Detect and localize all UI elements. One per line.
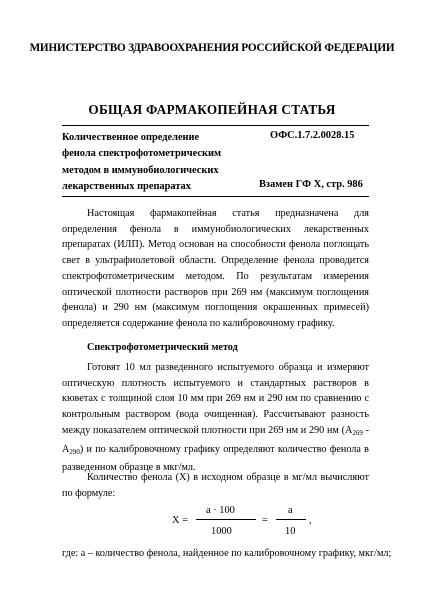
formula-equals: =	[262, 515, 268, 526]
intro-paragraph-block	[62, 206, 369, 332]
subject-line: фенола спектрофотометрическим	[62, 148, 222, 160]
header-top-rule	[62, 125, 369, 126]
method-paragraph	[62, 360, 369, 476]
method-paragraph-block	[62, 360, 369, 476]
replaces-note: Взамен ГФ X, стр. 986	[259, 179, 363, 190]
method-text-a: Готовят 10 мл разведенного испытуемого образца и измеряют оптическую плотность испытуемого и стандартных растворов в кюветах с толщиной слоя 10 мм при 269 нм и 290 нм по сравнению с контрольным раствором (вода очищенная). Рассчитывают разность между показателем оптической плотности при 269 нм и 290 нм (	[62, 362, 369, 436]
section-heading: Спектрофотометрический метод	[87, 342, 238, 353]
phenol-formula	[0, 502, 424, 546]
formula-numerator-2: a	[288, 505, 293, 516]
formula-legend: где: a – количество фенола, найденное по калибровочному графику, мкг/мл;	[62, 548, 392, 559]
formula-intro: Количество фенола (X) в исходном образце в мг/мл вычисляют по формуле:	[62, 472, 369, 499]
document-type-title: ОБЩАЯ ФАРМАКОПЕЙНАЯ СТАТЬЯ	[88, 102, 336, 117]
delta-a1: A	[345, 424, 353, 436]
formula-comma: ,	[309, 515, 312, 526]
subject-line: Количественное определение	[62, 132, 200, 143]
delta-sub-269: 269	[352, 428, 363, 437]
ministry-header: МИНИСТЕРСТВО ЗДРАВООХРАНЕНИЯ РОССИЙСКОЙ ФЕДЕРАЦИИ	[29, 42, 395, 54]
subject-line: методом в иммунобиологических	[62, 164, 219, 176]
fraction-bar-1	[196, 519, 256, 520]
delta-mid: - A	[62, 424, 369, 455]
formula-intro-block	[62, 470, 369, 501]
article-subject	[62, 130, 262, 195]
formula-denominator-2: 10	[285, 526, 296, 537]
formula-numerator-1: a · 100	[206, 505, 235, 516]
method-text-b: ) и по калибровочному графику определяют количество фенола в разведенном образце в мкг/мл.	[62, 443, 369, 474]
delta-sub-290: 290	[69, 447, 80, 456]
intro-paragraph: Настоящая фармакопейная статья предназначена для определения фенола в иммунобиологических лекарственных препаратах (ИЛП). Метод основан на способности фенола поглощать свет в ультрафиолетовой области. Определение фенола проводится спектрофотометрическим методом. По результатам измерения оптической плотности растворов при 269 нм (максимум поглощения фенола) и 290 нм (максимум поглощения окрашенных примесей) определяется содержание фенола по калибровочному графику.	[62, 208, 369, 329]
formula-denominator-1: 1000	[211, 526, 232, 537]
header-bottom-rule	[62, 196, 369, 197]
fraction-bar-2	[276, 519, 306, 520]
formula-lhs: X =	[172, 515, 188, 526]
subject-line: лекарственных препаратах	[62, 180, 191, 192]
article-code: ОФС.1.7.2.0028.15	[270, 130, 355, 141]
